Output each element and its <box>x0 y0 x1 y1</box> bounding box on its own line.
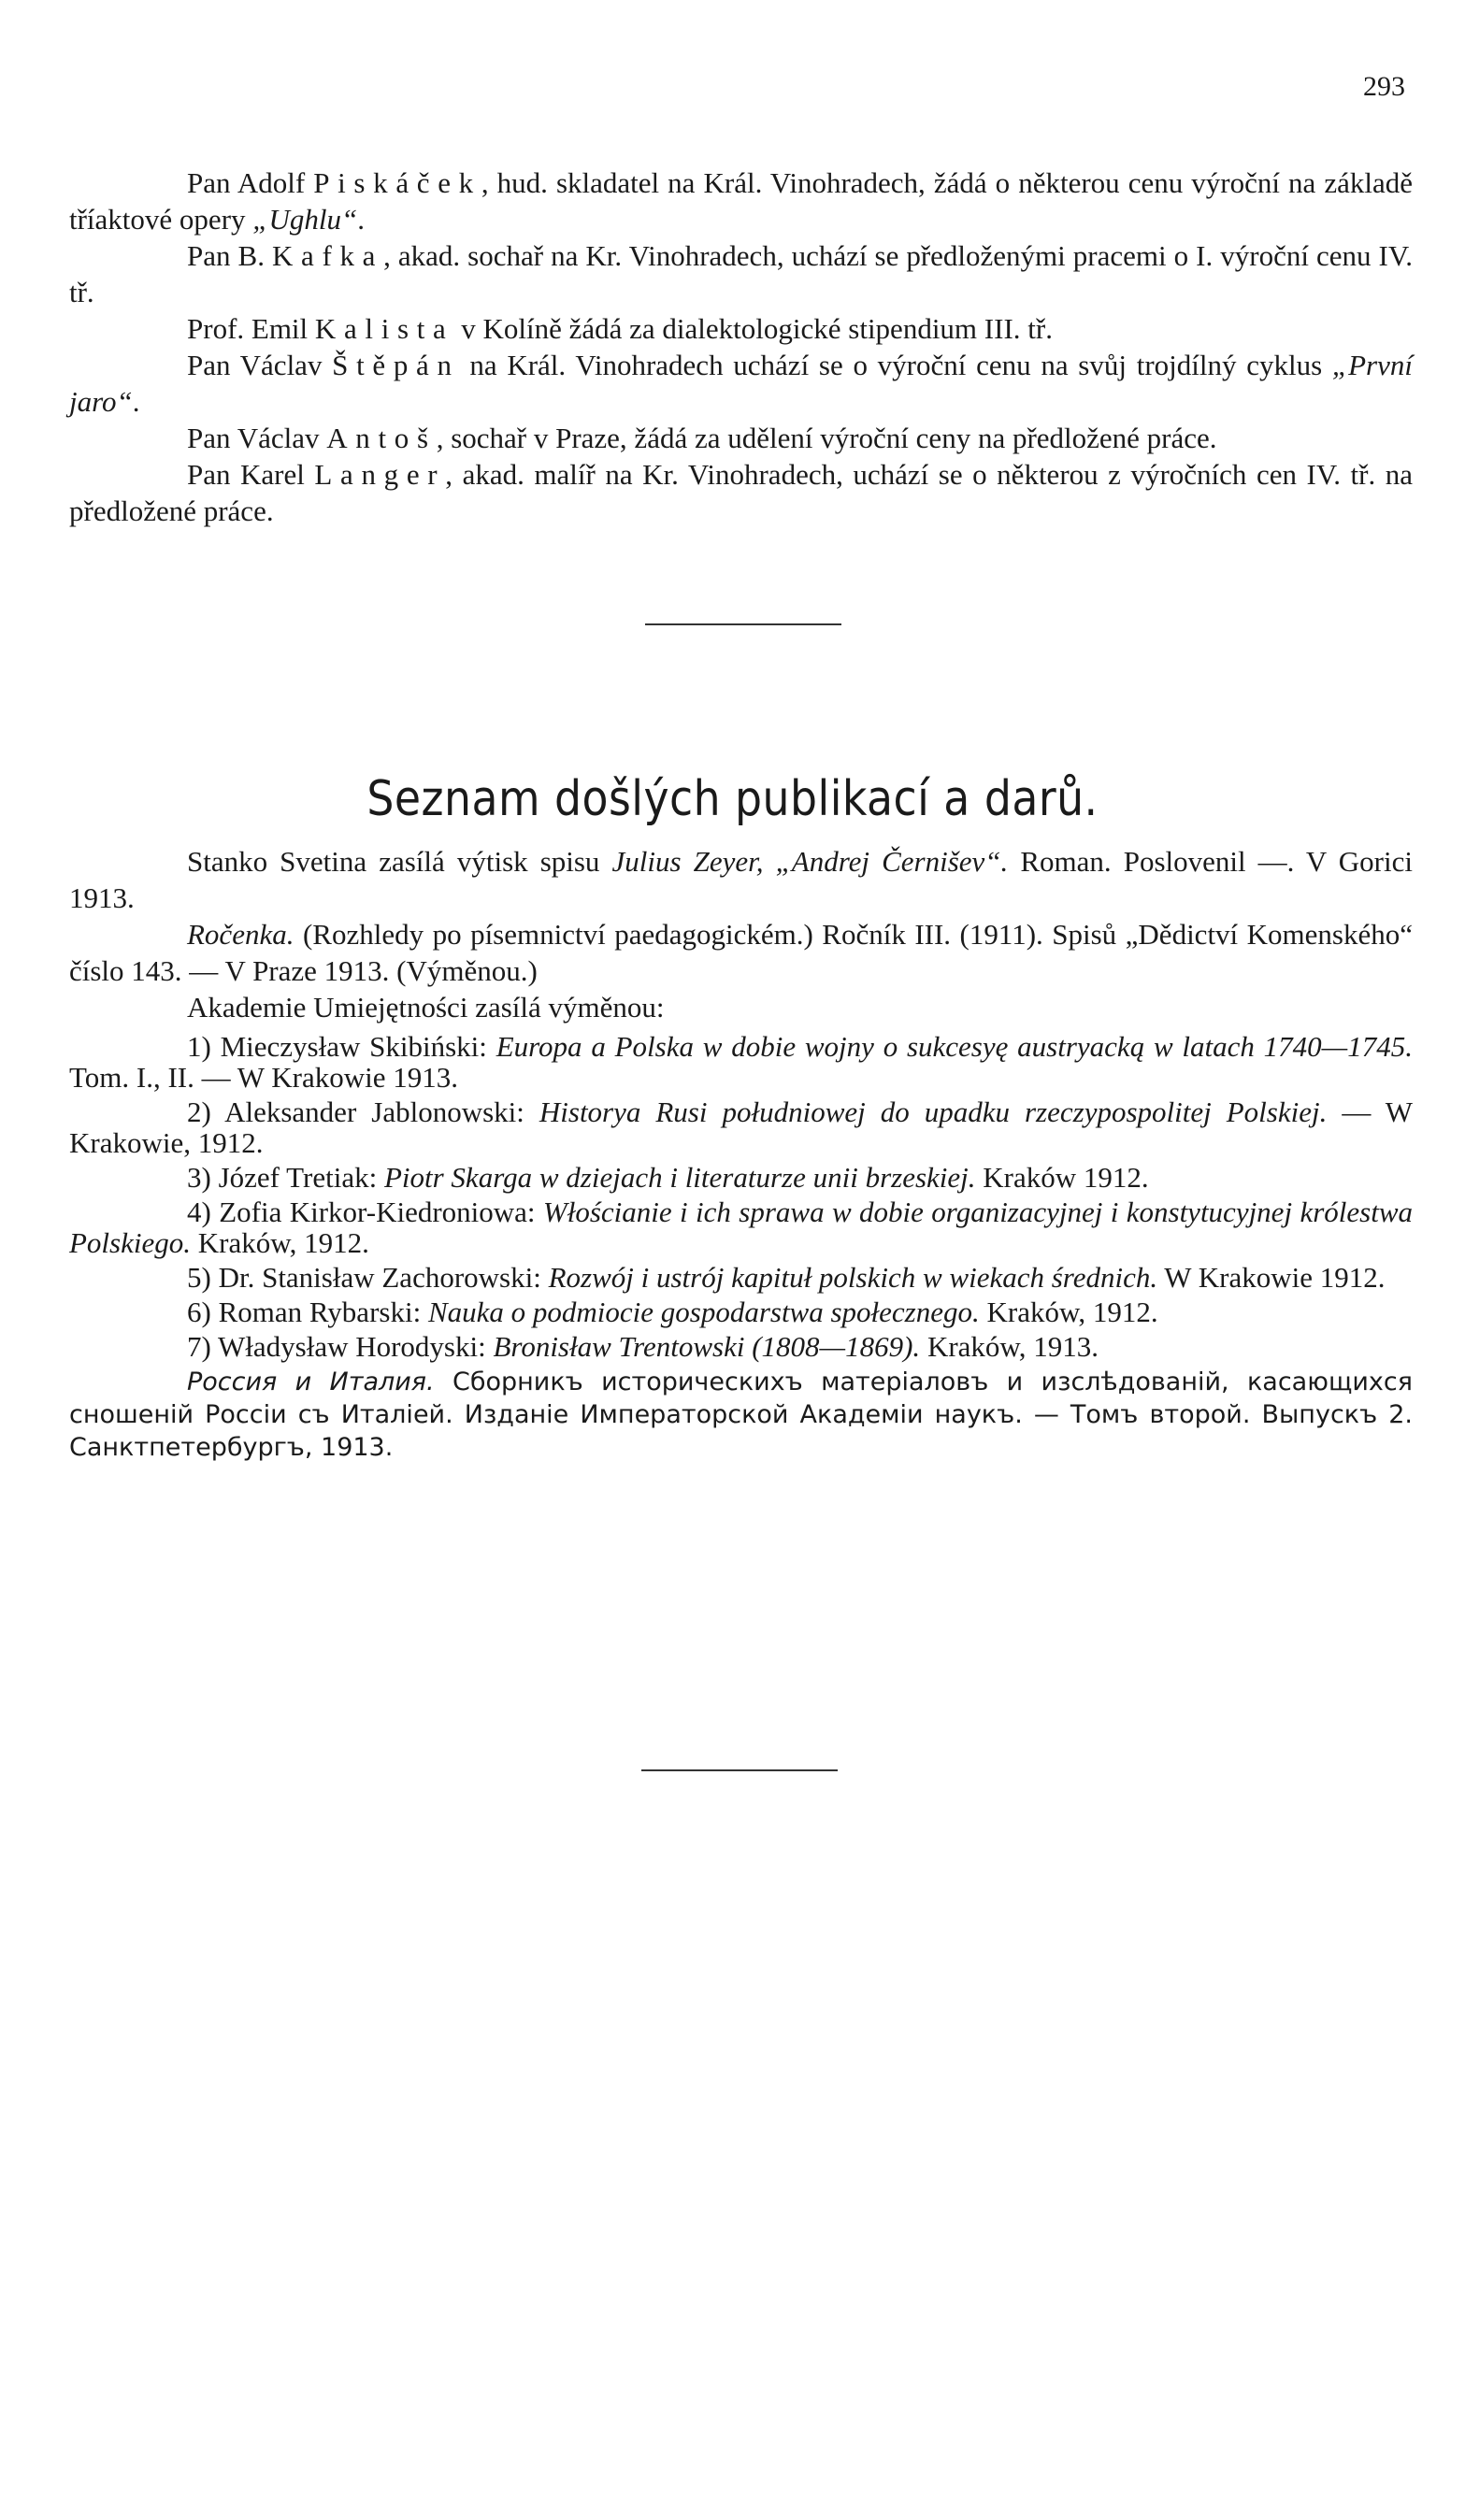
page-number: 293 <box>1363 71 1405 102</box>
work-title: Nauka o podmiocie gospodarstwa społecznego. <box>427 1296 980 1328</box>
publication-text: Сборникъ историческихъ матеріаловъ и изслѣдованій, касающихся сношеній Россіи съ Италіей. Изданіе Императорской Академіи наукъ. — Томъ второй. Выпускъ 2. Санктпетербургъ, 1913. <box>69 1367 1413 1462</box>
section-title: Seznam došlých publikací a darů. <box>366 770 1099 827</box>
item-author: 6) Roman Rybarski: <box>187 1296 428 1328</box>
list-item <box>69 1096 1413 1158</box>
publication-entry-russian <box>69 1366 1413 1464</box>
bottom-divider <box>641 1769 838 1771</box>
work-title: „Ughlu“ <box>252 203 358 236</box>
publication-text: Roman. Poslovenil —. V Gorici 1913. <box>69 845 1413 914</box>
akademie-intro: Akademie Umiejętności zasílá výměnou: <box>187 991 665 1024</box>
item-author: 1) Mieczysław Skibiński: <box>187 1030 496 1063</box>
application-prefix: Prof. Emil <box>187 312 315 345</box>
work-title: Włościanie i ich sprawa w dobie organizacyjnej i konstytucyjnej królestwa Polskiego. <box>69 1196 1413 1259</box>
list-item <box>69 1262 1413 1293</box>
work-title: Piotr Skarga w dziejach i literaturze unii brzeskiej. <box>383 1161 976 1194</box>
applicant-name: Piskáček <box>313 166 481 199</box>
work-title: Historya Rusi południowej do upadku rzeczypospolitej Polskiej. <box>539 1095 1328 1128</box>
list-item <box>69 1296 1413 1327</box>
applicant-name: Kalista <box>314 312 454 345</box>
application-suffix: . <box>132 385 140 418</box>
applications-section <box>69 165 1413 529</box>
applicant-name: Antoš <box>326 422 437 454</box>
list-item <box>69 1162 1413 1193</box>
application-prefix: Pan Václav <box>187 349 333 381</box>
publications-section <box>69 843 1413 1468</box>
work-title: Rozwój i ustrój kapituł polskich w wiekach średnich. <box>548 1261 1158 1294</box>
work-title: Bronisław Trentowski (1808—1869). <box>493 1330 921 1363</box>
application-text: , hud. skladatel na Král. Vinohradech, žádá o některou cenu výroční na základě tříaktové opery <box>69 166 1413 236</box>
item-imprint: — W Krakowie, 1912. <box>69 1095 1414 1159</box>
work-title: Россия и Италия. <box>187 1367 435 1396</box>
application-prefix: Pan Václav <box>187 422 327 454</box>
application-paragraph <box>69 420 1413 456</box>
application-paragraph <box>69 165 1413 237</box>
item-author: 5) Dr. Stanisław Zachorowski: <box>187 1261 549 1294</box>
item-author: 3) Józef Tretiak: <box>187 1161 384 1194</box>
list-item <box>69 1331 1413 1362</box>
application-text: , akad. sochař na Kr. Vinohradech, uchází se předloženými pracemi o I. výroční cenu IV. tř. <box>69 239 1413 308</box>
application-text: v Kolíně žádá za dialektologické stipendium III. tř. <box>453 312 1053 345</box>
section-divider <box>645 623 841 625</box>
work-title: Ročenka. <box>187 918 294 951</box>
work-title: „První jaro“ <box>69 349 1413 418</box>
application-paragraph <box>69 347 1413 420</box>
application-prefix: Pan Karel <box>187 458 315 491</box>
item-imprint: Kraków, 1912. <box>979 1296 1158 1328</box>
publication-text: (Rozhledy po písemnictví paedagogickém.) Ročník III. (1911). Spisů „Dědictví Komenského“ číslo 143. — V Praze 1913. (Výměnou.) <box>69 918 1413 987</box>
publication-text: Stanko Svetina zasílá výtisk spisu <box>187 845 612 878</box>
applicant-name: Kafka <box>271 239 384 272</box>
application-text: , sochař v Praze, žádá za udělení výroční ceny na předložené práce. <box>436 422 1217 454</box>
list-item <box>69 1196 1413 1258</box>
item-imprint: Kraków, 1913. <box>920 1330 1099 1363</box>
application-prefix: Pan B. <box>187 239 272 272</box>
application-paragraph <box>69 456 1413 529</box>
application-text: na Král. Vinohradech uchází se o výroční cenu na svůj trojdílný cyklus <box>459 349 1332 381</box>
work-title: Julius Zeyer, „Andrej Černišev“. <box>611 845 1009 878</box>
application-paragraph <box>69 310 1413 347</box>
item-author: 2) Aleksander Jablonowski: <box>187 1095 539 1128</box>
item-imprint: Kraków 1912. <box>975 1161 1149 1194</box>
applicant-name: Štěpán <box>332 349 460 381</box>
application-suffix: . <box>357 203 365 236</box>
applicant-name: Langer <box>314 458 446 491</box>
application-text: , akad. malíř na Kr. Vinohradech, uchází se o některou z výročních cen IV. tř. na předložené práce. <box>69 458 1413 527</box>
list-item <box>69 1031 1413 1093</box>
item-author: 7) Władysław Horodyski: <box>187 1330 494 1363</box>
application-paragraph <box>69 237 1413 310</box>
publication-entry <box>69 843 1413 916</box>
application-prefix: Pan Adolf <box>187 166 314 199</box>
item-imprint: W Krakowie 1912. <box>1157 1261 1386 1294</box>
item-author: 4) Zofia Kirkor-Kiedroniowa: <box>187 1196 543 1228</box>
work-title: Europa a Polska w dobie wojny o sukcesyę austryacką w latach 1740—1745. <box>496 1030 1413 1063</box>
publication-entry <box>69 916 1413 989</box>
item-imprint: Tom. I., II. — W Krakowie 1913. <box>69 1061 458 1094</box>
item-imprint: Kraków, 1912. <box>191 1226 369 1259</box>
